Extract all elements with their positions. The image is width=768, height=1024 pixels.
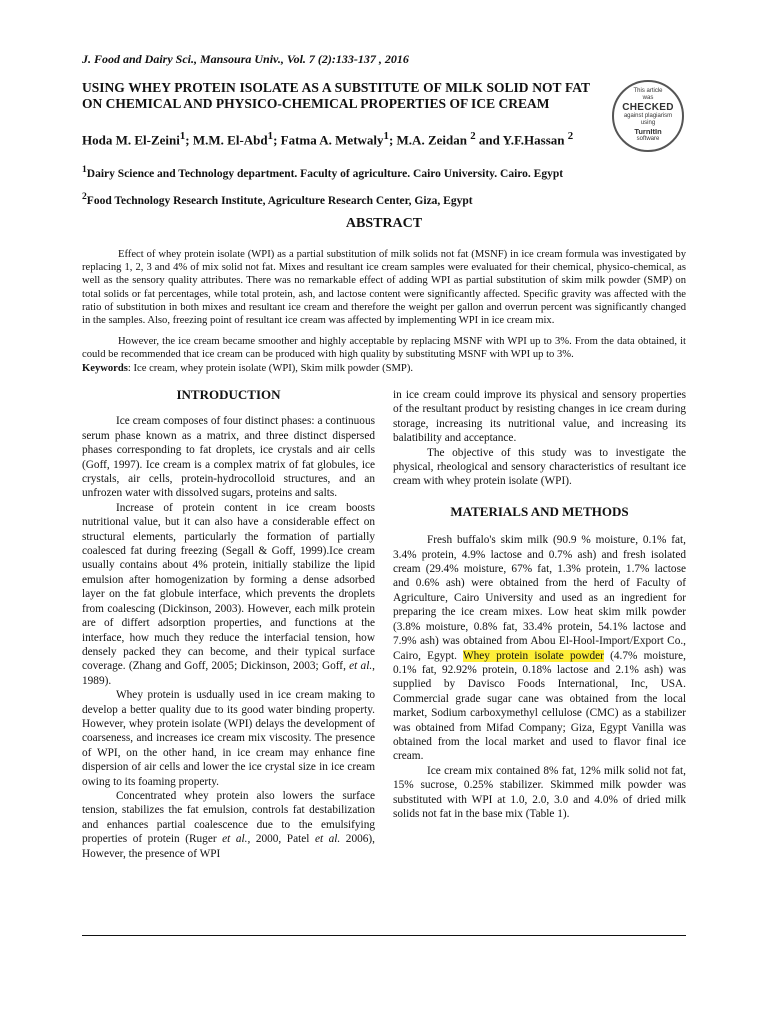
intro-paragraph-1: Ice cream composes of four distinct phases: a continuous serum phase known as a matrix, and three distinct dispersed phases corresponding to fat droplets, ice crystals and air cells (Goff, 1997). Ice cream is a complex matrix of fat globules, ice crystals, air cells, protein-hydrocolloid structures, and an unfrozen water with dissolved sugars, proteins and salts.	[82, 415, 375, 500]
intro-paragraph-3: Whey protein is usdually used in ice cream making to develop a better quality due to its good water binding property. However, whey protein isolate (WPI) delays the development of coarseness, and increases ice cream mix viscosity. The presence of WPI, on the other hand, in ice cream may enhance fine dispersion of air cells and lower the ice crystal size in ice cream owing to its foaming property.	[82, 689, 375, 788]
journal-citation: J. Food and Dairy Sci., Mansoura Univ., Vol. 7 (2):133-137 , 2016	[82, 52, 409, 66]
highlighted-text: Whey protein isolate powder	[462, 649, 604, 662]
author-superscript: 1	[179, 130, 186, 142]
author-name: ; Fatma A. Metwaly	[273, 132, 384, 148]
spacer	[82, 402, 375, 414]
author-name: ; M.A. Zeidan	[388, 132, 471, 148]
right-column	[393, 388, 686, 821]
intro-continued-paragraph: in ice cream could improve its physical and sensory properties of the resultant product by resisting changes in ice cream during storage, increasing its nutritional value, and increasing its balatibility and acceptance.	[393, 389, 686, 445]
introduction-heading: INTRODUCTION	[176, 387, 281, 402]
intro-paragraph-2: Increase of protein content in ice cream boosts nutritional value, but it can also have a considerable effect on structural elements, particularly the formation of partially coalesced fat during freezing (Segall & Goff, 1999).Ice cream usually contains about 4% protein, initially stabilize the lipid emulsion after homogenization by forming a dense adsorbed layer on the fat globule interface, which prevents the droplets from coalescing (Dickinson, 2003). However, each milk protein are of differt adsorption properties, and functions at the interface, how much they reduce the interfacial tension, how densely packed they can become, and their typical surface coverage. (Zhang and Goff, 2005; Dickinson, 2003; Goff, et al., 1989).	[82, 501, 375, 687]
author-superscript: 2	[567, 130, 574, 142]
author-list	[82, 128, 590, 148]
keywords	[82, 362, 686, 375]
keywords-text: : Ice cream, whey protein isolate (WPI), Skim milk powder (SMP).	[127, 363, 413, 374]
author-superscript: 1	[383, 130, 389, 142]
affiliation-2: $^2$Food Technology Research Institute, Agriculture Research Center, Giza, Egypt	[82, 191, 473, 207]
left-column	[82, 388, 375, 861]
abstract-paragraph-1: Effect of whey protein isolate (WPI) as a partial substitution of milk solids not fat (MSNF) in ice cream formula was investigated by replacing 1, 2, 3 and 4% of mix solid not fat. Mixes and resultant ice cream samples were evaluated for their chemical, physico-chemical, as well as the sensory quality attributes. There was no remarkable effect of adding WPI as partial substitution of skim milk powder (SMP) on total solids or fat percentages, while total protein, ash, and lactose content were significantly affected. Specific gravity was affected with the ratio of substitution in both mixes and resultant ice cream and therefore the weight per gallon and overrun percent was significantly changed in the samples. Also, freezing point of resultant ice cream was affected by implementing WPI in ice cream mix.	[82, 249, 686, 327]
footer-rule	[82, 935, 686, 936]
objective-paragraph: The objective of this study was to investigate the physical, rheological and sensory characteristics of resultant ice cream with whey protein isolate (WPI).	[393, 446, 686, 488]
methods-heading: MATERIALS AND METHODS	[450, 503, 629, 519]
author-name: and Y.F.Hassan	[475, 132, 568, 148]
author-name: Hoda M. El-Zeini	[82, 132, 180, 148]
plagiarism-check-badge-icon: This article was CHECKED against plagiarism using TurnItIn software	[612, 80, 684, 152]
author-name: ; M.M. El-Abd	[185, 132, 268, 148]
intro-paragraph-4: Concentrated whey protein also lowers the surface tension, stabilizes the fat emulsion, controls fat destabilization and enhances partial coalescence due to the emulsifying properties of protein (Ruger et al., 2000, Patel et al. 2006), However, the presence of WPI	[82, 789, 375, 860]
author-superscript: 1	[267, 130, 274, 142]
paper-title: USING WHEY PROTEIN ISOLATE AS A SUBSTITUTE OF MILK SOLID NOT FAT ON CHEMICAL AND PHYSICO-CHEMICAL PROPERTIES OF ICE CREAM	[82, 80, 590, 111]
spacer	[393, 489, 686, 505]
abstract-heading: ABSTRACT	[345, 216, 423, 231]
affiliation-1: $^1$Dairy Science and Technology department. Faculty of agriculture. Cairo University. Cairo. Egypt	[82, 164, 564, 180]
author-superscript: 2	[470, 130, 476, 142]
methods-paragraph-2: Ice cream mix contained 8% fat, 12% milk solid not fat, 15% sucrose, 0.25% stabilizer. Skimmed milk powder was substituted with WPI at 1.0, 2.0, 3.0 and 4.0% of dried milk solids not fat in the base mix (Table 1).	[393, 764, 686, 820]
spacer	[393, 519, 686, 533]
keywords-label: Keywords	[82, 363, 128, 374]
methods-paragraph-1: Fresh buffalo's skim milk (90.9 % moisture, 0.1% fat, 3.4% protein, 4.9% lactose and 0.7% ash) and fresh isolated cream (29.4% moisture, 67% fat, 1.3% protein, 1.7% lactose and 0.6% ash) were obtained from the herd of Faculty of Agriculture, Cairo University and used as an ingredient for preparing the ice cream mixes. Low heat skim milk powder (3.8% moisture, 0.8% fat, 33.4% protein, 54.1% lactose and 7.9% ash) was obtained from Abou El-Hool-Import/Export Co., Cairo, Egypt. Whey protein isolate powder (4.7% moisture, 0.1% fat, 92.92% protein, 0.18% lactose and 2.1% ash) was supplied by Davisco Foods International, Inc, USA. Commercial grade sugar cane was obtained from the local market, Sodium carboxymethyl cellulose (CMC) as a stabilizer was obtained from Mifad Company; Giza, Egypt Vanilla was obtained from the local market and used to flavor final ice cream.	[393, 534, 686, 763]
abstract-paragraph-2: However, the ice cream became smoother and highly acceptable by replacing MSNF with WPI up to 3%. From the data obtained, it could be recommended that ice cream can be produced with high quality by substituting MSNF with WPI up to 3%.	[82, 336, 686, 361]
